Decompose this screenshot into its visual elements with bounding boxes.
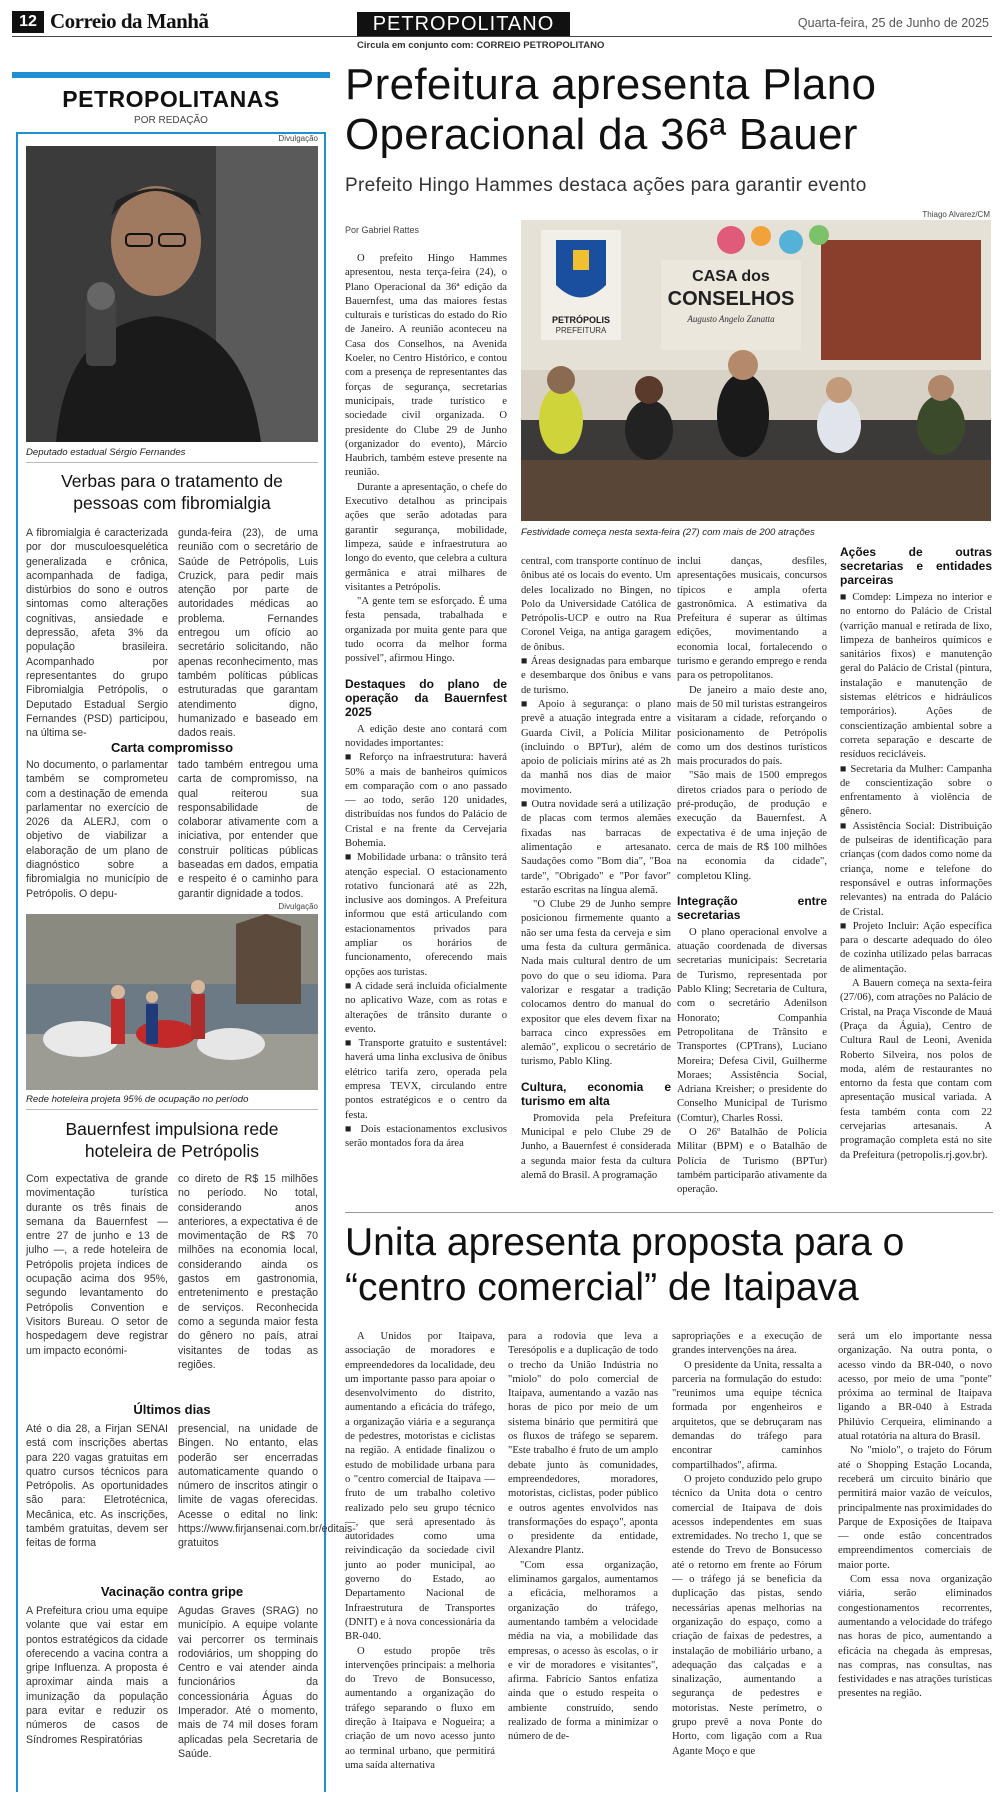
second-headline: Unita apresenta proposta para o “centro comercial” de Itaipava bbox=[345, 1221, 905, 1309]
paragraph: A Bauern começa na sexta-feira (27/06), com atrações no Palácio de Cristal, na Praça Visconde de Mauá (Praça da Águia), Centro de Cultura Raul de Leoni, Avenida Roberto Silveira, nos polos de moda, além de restaurantes no entorno da festa que contam com apresentação musical variada. A festa também conta com 22 cervejarias artesanais. A programação completa está no site da Prefeitura (petropolis.rj.gov.br). bbox=[840, 978, 992, 1161]
paragraph: Com essa nova organização viária, serão eliminados congestionamentos recorrentes, aumentando a velocidade do tráfego nas horas de pico, aumentando a eficácia na chegada às empresas, nas compras, nas consultas, nas festividades e nas atrações turísticas presentes na região. bbox=[838, 1574, 992, 1700]
paragraph: "O Clube 29 de Junho sempre posicionou firmemente quanto a não ser uma festa da cerveja e sim uma festa da cultura germânica. Nada mais cultural dentro de um povo do que o seu idioma. Para valorizar e resgatar a tradição colocamos dentro do manual do expositor que eles devem fixar na barraca cinco expressões em alemão", explicou o secretário de turismo, Pablo Kling. bbox=[521, 899, 671, 1068]
second-col-4 bbox=[838, 1330, 992, 1702]
lead-photo-illustration bbox=[521, 220, 991, 521]
paragraph: Promovida pela Prefeitura Municipal e pelo Clube 29 de Junho, a Bauernfest é considerada a segunda maior festa da cultura alemã do Brasil. A programação bbox=[521, 1112, 671, 1181]
paragraph: "Com essa organização, eliminamos gargalos, aumentamos a eficácia, melhoramos a organização do tráfego, aumentando também a velocidade média na via, a mobilidade das empresas, o acesso às escolas, o ir e vir de moradores e visitantes", afirma. Fabrício Santos enfatiza ainda que o estudo respeita o ambiente construído, sendo realizado de forma a minimizar o número de de- bbox=[508, 1559, 658, 1743]
sidebar-box bbox=[12, 72, 356, 1792]
deputy-illustration bbox=[26, 146, 318, 442]
paragraph: será um elo importante nessa organização. Na outra ponta, o acesso vindo da BR-040, o novo acesso, por meio de uma "ponte" próxima ao terminal de Itaipava ligando a BR-040 à Estrada Philúvio Cerqueira, eliminando a atual rotatória na altura do Brasil. bbox=[838, 1331, 992, 1443]
story-headline: Bauernfest impulsiona rede hoteleira de Petrópolis bbox=[65, 1119, 279, 1161]
paragraph: "São mais de 1500 empregos diretos criados para o período de pré-produção, de produção e execução da Bauernfest. A expectativa é de uma injeção de cerca de mais de R$ 100 milhões na economia da cidade", completou Kling. bbox=[677, 770, 827, 882]
photo-banner-main: CONSELHOS bbox=[667, 288, 795, 310]
issue-date: Quarta-feira, 25 de Junho de 2025 bbox=[797, 16, 989, 30]
lead-byline: Por Gabriel Rattes bbox=[345, 225, 420, 235]
photo-banner-sub: Augusto Angelo Zanatta bbox=[687, 314, 775, 324]
paragraph: sapropriações e a execução de grandes intervenções na área. bbox=[672, 1331, 822, 1357]
story-text-col4: tado também entregou uma carta de compromisso, na qual reiterou sua responsabilidade de colaborar ativamente com a iniciativa, por entender que construir políticas públicas baseadas em dados, empatia e respeito é o caminho para garantir dignidade a todos. bbox=[178, 759, 318, 900]
story-headline: Verbas para o tratamento de pessoas com fibromialgia bbox=[61, 471, 283, 513]
lead-photo bbox=[521, 220, 991, 521]
caption-rule bbox=[26, 462, 318, 463]
sidebar-top-bar bbox=[12, 72, 330, 78]
story-text-col1: Até o dia 28, a Firjan SENAI está com inscrições abertas para 220 vagas gratuitas em quatro cursos técnicos para Petrópolis. As oportunidades são para: Eletrotécnica, Mecânica, etc. As inscrições, também gratuitas, devem ser feitas de forma bbox=[26, 1423, 168, 1550]
paragraph: Durante a apresentação, o chefe do Executivo detalhou as principais ações que serão adotadas para garantir segurança, mobilidade, limpeza, saúde e infraestrutura ao longo do evento, que celebra a cultura germânica e atrai milhares de visitantes a Petrópolis. bbox=[345, 481, 507, 593]
lead-col-1 bbox=[345, 252, 507, 1152]
lead-subheadline: Prefeito Hingo Hammes destaca ações para garantir evento bbox=[345, 175, 867, 196]
photo-caption: Festividade começa nesta sexta-feira (27) com mais de 200 atrações bbox=[521, 527, 815, 538]
story-headline: Vacinação contra gripe bbox=[100, 1584, 244, 1599]
section-banner: PETROPOLITANO bbox=[357, 12, 570, 36]
dancers-illustration bbox=[26, 914, 318, 1090]
bullet-paragraph: ■ Secretaria da Mulher: Campanha de conscientização sobre o enfrentamento à violência de gênero. bbox=[840, 763, 992, 818]
story-divider bbox=[345, 1212, 993, 1213]
paragraph: A Unidos por Itaipava, associação de moradores e empreendedores da localidade, deu um importante passo para apoiar o desenvolvimento do distrito, aumentando a eficácia do tráfego, a organização viária e a segurança de pedestres, motoristas e ciclistas na região. A entidade finalizou o estudo de mobilidade urbana para o "centro comercial de Itaipava — fruto de um trabalho coletivo realizado pelo seu grupo técnico —, que será apresentado às autoridades como uma reivindicação da sociedade civil junto ao poder municipal, ao governo do Estado, ao Departamento Nacional de Infraestrutura de Transportes (DNIT) e à nova concessionária da BR-040. bbox=[345, 1331, 495, 1643]
photo-banner-top: CASA dos bbox=[692, 268, 770, 285]
paragraph: O estudo propõe três intervenções principais: a melhoria do Trevo de Bonsucesso, aumentando a organização do tráfego separando o fluxo em direção à Itaipava e Nogueira; a criação de um novo acesso junto ao terminal urbano, que permitirá uma saída alternativa bbox=[345, 1645, 495, 1771]
story-text-col2: gunda-feira (23), de uma reunião com o secretário de Saúde de Petrópolis, Luis Cruzick, para pedir mais atenção por parte de autoridades médicas ao problema. Fernandes entregou um ofício ao secretário solicitando, não apenas reconhecimento, mas também políticas públicas estruturadas que garantam atendimento digno, humanizado e baseado em dados reais. bbox=[178, 527, 318, 740]
header-rule bbox=[12, 36, 992, 37]
photo-credit: Divulgação bbox=[278, 902, 318, 911]
bullet-paragraph: ■ Dois estacionamentos exclusivos serão montados fora da área bbox=[345, 1123, 507, 1150]
caption-rule bbox=[26, 1109, 318, 1110]
circulation-note: Circula em conjunto com: CORREIO PETROPOLITANO bbox=[357, 40, 605, 51]
story-text-col2: Agudas Graves (SRAG) no município. A equipe volante vai percorrer os terminais rodoviários, um shopping do Centro e vai atender ainda funcionários da concessionária Águas do Imperador. Até o momento, mais de 74 mil doses foram aplicadas pela Secretaria de Saúde. bbox=[178, 1605, 318, 1760]
lead-col-3 bbox=[677, 555, 827, 1197]
story-subhead: Carta compromisso bbox=[110, 740, 234, 755]
photo-sign-city: PETRÓPOLIS bbox=[551, 315, 610, 325]
section-subhead: Ações de outras secretarias e entidades parceiras bbox=[840, 545, 992, 587]
second-col-3 bbox=[672, 1330, 822, 1759]
paragraph: De janeiro a maio deste ano, mais de 50 mil turistas estrangeiros visitaram a cidade, reforçando o posicionamento de Petrópolis como um dos destinos turísticos mais procurados do país. bbox=[677, 684, 827, 768]
bullet-paragraph: ■ Transporte gratuito e sustentável: haverá uma linha exclusiva de ônibus elétrico tarifa zero, operada pela empresa TEVX, circulando entre pontos estratégicos e o centro da festa. bbox=[345, 1038, 507, 1121]
photo-credit: Divulgação bbox=[278, 134, 318, 143]
paragraph: O plano operacional envolve a atuação coordenada de diversas secretarias municipais: Secretaria de Turismo, representada por Pablo Kling; Secretaria de Cultura, com o secretário Adenilson Honorato; Companhia Petropolitana de Trânsito e Transportes (CPTrans), Luciano Moreira; Defesa Civil, Guilherme Moraes; Assistência Social, Adriana Kreisher; o presidente do Conselho Municipal de Turismo (Comtur), Charles Rossi. bbox=[677, 926, 827, 1124]
paragraph: inclui danças, desfiles, apresentações musicais, concursos típicos e ampla oferta gastronômica. A estimativa da Prefeitura é superar as últimas edições, movimentando a economia local, fortalecendo o turismo e gerando emprego e renda para os petropolitanos. bbox=[677, 556, 827, 682]
story-text-col1: Com expectativa de grande movimentação turística durante os três finais de semana da Bauernfest — entre 27 de junho e 13 de julho —, a rede hoteleira de Petrópolis projeta índices de ocupação acima dos 95%, segundo levantamento do Petrópolis Convention e Visitors Bureau. O setor de hospedagem deve registrar um impacto económi- bbox=[26, 1173, 168, 1357]
masthead bbox=[0, 0, 1003, 51]
paragraph: A edição deste ano contará com novidades importantes: bbox=[345, 723, 507, 749]
photo-credit: Thiago Alvarez/CM bbox=[922, 210, 990, 219]
section-subhead: Cultura, economia e turismo em alta bbox=[521, 1079, 671, 1108]
story-text-col2: presencial, na unidade de Bingen. No entanto, elas poderão ser encerradas automaticamente quando o número de inscritos atingir o limite de vagas oferecidas. Acesse o edital no link: https://www.firjansenai.com.br/editais-gratuitos bbox=[178, 1423, 356, 1550]
lead-headline: Prefeitura apresenta Plano Operacional da 36ª Bauer bbox=[345, 60, 877, 159]
paragraph: O presidente da Unita, ressalta a parceria na formulação do estudo: "reunimos uma equipe técnica formada por engenheiros e arquitetos, que se debruçaram nas demandas do tráfego para encontrar caminhos compartilhados", afirma. bbox=[672, 1359, 822, 1471]
paper-name: Correio da Manhã bbox=[50, 9, 209, 33]
bullet-paragraph: ■ Reforço na infraestrutura: haverá 50% a mais de banheiros químicos em comparação com o ano passado — ao todo, serão 120 unidades, distribuídas nos fundos do Palácio de Cristal e na frente da Cervejaria Bohemia. bbox=[345, 752, 507, 849]
bullet-paragraph: ■ Outra novidade será a utilização de placas com termos alemães fixadas nas barracas de alimentação e artesanato. Saudações como "Bom dia", "Boa tarde", "Obrigado" e "Por favor" estarão escritas na língua alemã. bbox=[521, 799, 671, 896]
paragraph: O 26º Batalhão de Polícia Militar (BPM) e o Batalhão de Polícia de Turismo (BPTur) também participarão ativamente da operação. bbox=[677, 1126, 827, 1196]
paragraph: para a rodovia que leva a Teresópolis e a duplicação de todo o trecho da União Indústria no "miolo" do polo comercial de Itaipava, aumentando a vazão nas horas de pico por meio de um sistema binário que permitirá que os fluxos de tráfego se separem. "Este trabalho é fruto de um amplo debate junto às comunidades, empreendedores, moradores, motoristas, ciclistas, poder público e outros agentes envolvidos nas transformações do espaço", aponta o presidente da entidade, Alexandre Plantz. bbox=[508, 1331, 658, 1557]
deputy-photo bbox=[26, 146, 318, 442]
dancers-photo bbox=[26, 914, 318, 1090]
section-subhead: Destaques do plano de operação da Bauernfest 2025 bbox=[345, 676, 507, 719]
photo-caption: Rede hoteleira projeta 95% de ocupação no período bbox=[26, 1094, 249, 1105]
second-col-1 bbox=[345, 1330, 495, 1773]
paragraph: O projeto conduzido pelo grupo técnico da Unita dota o centro comercial de Itaipava de dois acessos independentes em suas extremidades. No trecho 1, que se estende do Trevo de Bonsucesso até o retorno em frente ao Fórum — o tráfego já se beneficia da duplicação das pistas, sendo necessárias apenas melhorias na organização do espaço, como a criação de faixas de pedestres, a instalação de mobiliário urbano, a adequação das calçadas e a sinalização, aumentando a segurança de pedestres e motoristas. Neste perímetro, o grupo prevê a nova Ponte do Horto, com ligação com a Rua Agante Moço e que bbox=[672, 1473, 822, 1757]
lead-col-2 bbox=[521, 555, 671, 1183]
second-col-2 bbox=[508, 1330, 658, 1745]
lead-col-4 bbox=[840, 545, 992, 1163]
bullet-paragraph: ■ Assistência Social: Distribuição de pulseiras de identificação para crianças (com dados como nome da criança, nome e telefone do responsável e outras informações relevantes) na entrada do Palácio de Cristal. bbox=[840, 820, 992, 918]
paragraph: central, com transporte contínuo de ônibus até os locais do evento. Um deles localizado no Bingen, no Polo da Universidade Católica de Petrópolis-UCP e outro na Rua Coronel Veiga, na antiga garagem de ônibus. bbox=[521, 556, 671, 653]
story-headline: Últimos dias bbox=[133, 1402, 211, 1417]
sidebar-title: PETROPOLITANAS bbox=[62, 86, 280, 112]
bullet-paragraph: ■ Mobilidade urbana: o trânsito terá atenção especial. O estacionamento rotativo funcionará até as 22h, inclusive aos domingos. A Prefeitura informou que está articulando com estacionamentos privados para ampliar os horários de funcionamento, oferecendo mais opções aos turistas. bbox=[345, 852, 507, 978]
sidebar-byline: POR REDAÇÃO bbox=[134, 115, 208, 126]
bullet-paragraph: ■ Áreas designadas para embarque e desembarque dos ônibus e vans de turismo. bbox=[521, 656, 671, 696]
story-text-col1: A Prefeitura criou uma equipe volante que vai estar em pontos estratégicos da cidade oferecendo a vacina contra a gripe Influenza. A proposta é aproximar ainda mais a imunização da população para evitar e reduzir os números de casos de Síndromes Respiratórias bbox=[26, 1605, 168, 1746]
photo-caption: Deputado estadual Sérgio Fernandes bbox=[26, 447, 186, 458]
bullet-paragraph: ■ Projeto Incluir: Ação específica para o descarte adequado do óleo de cozinha utilizado pelas barracas de alimentação. bbox=[840, 920, 992, 975]
bullet-paragraph: ■ Apoio à segurança: o plano prevê a atuação integrada entre a Guarda Civil, a Polícia Militar (incluindo o BPTur), além de apoio de policiais mirins até as 2h da manhã nos dias de maior movimento. bbox=[521, 698, 671, 796]
story-text-col3: No documento, o parlamentar também se comprometeu com a destinação de emenda parlamentar no exercício de 2026 da ALERJ, com o objetivo de viabilizar a elaboração de um plano de diagnóstico sobre a fibromialgia no município de Petrópolis. O depu- bbox=[26, 759, 168, 900]
photo-sign-dept: PREFEITURA bbox=[555, 326, 607, 335]
paragraph: "A gente tem se esforçado. É uma festa pensada, trabalhada e organizada por muita gente para que tudo ocorra da melhor forma possível", afirmou Hingo. bbox=[345, 596, 507, 665]
story-text-col2: co direto de R$ 15 milhões no período. No total, considerando anos anteriores, a expectativa é de movimentação de R$ 70 milhões na economia local, considerando ainda os gastos em gastronomia, entretenimento e prestação de serviços. Reconhecida como a segunda maior festa do gênero no país, atrai visitantes de todas as regiões. bbox=[178, 1173, 318, 1371]
bullet-paragraph: ■ A cidade será incluída oficialmente no aplicativo Waze, com as rotas e alterações de trânsito durante o evento. bbox=[345, 980, 507, 1035]
bullet-paragraph: ■ Comdep: Limpeza no interior e no entorno do Palácio de Cristal (varrição manual e retirada de lixo, limpeza de banheiros químicos e sanitários fixos) e manutenção geral do Palácio de Cristal (pintura, instalação e manutenção de sistemas elétricos e hidráulicos temporários). Ações de conscientização ambiental sobre a correta separação e descarte de resíduos recicláveis. bbox=[840, 592, 992, 761]
page-number: 12 bbox=[12, 11, 44, 33]
story-text-col1: A fibromialgia é caracterizada por dor musculoesquelética generalizada e crônica, acompanhada de fadiga, distúrbios do sono e outros sintomas como alterações cognitivas, ansiedade e depressão, afeta 3% da população brasileira. Acompanhado por representantes do grupo Fibromialgia Petrópolis, o Deputado Estadual Sergio Fernandes (PSD) participou, na última se- bbox=[26, 527, 168, 740]
paragraph: O prefeito Hingo Hammes apresentou, nesta terça-feira (24), o Plano Operacional da 36ª edição da Bauernfest, uma das maiores festas culturais e turísticas do estado do Rio de Janeiro. A reunião aconteceu na Casa dos Conselhos, na Avenida Koeler, no Centro Histórico, e contou com a presença de representantes das forças de segurança, secretarias municipais, trade turístico e sociedade civil organizada. O presidente do Clube 29 de Junho (organizador do evento), Márcio Haubrich, também esteve presente na reunião. bbox=[345, 253, 507, 479]
paragraph: No "miolo", o trajeto do Fórum até o Shopping Estação Locanda, receberá um circuito binário que permitirá maior vazão de veículos, principalmente nas proximidades do Parque de Exposições de Itaipava — onde estão concentrados empreendimentos comerciais de maior porte. bbox=[838, 1445, 992, 1571]
section-subhead: Integração entre secretarias bbox=[677, 893, 827, 922]
